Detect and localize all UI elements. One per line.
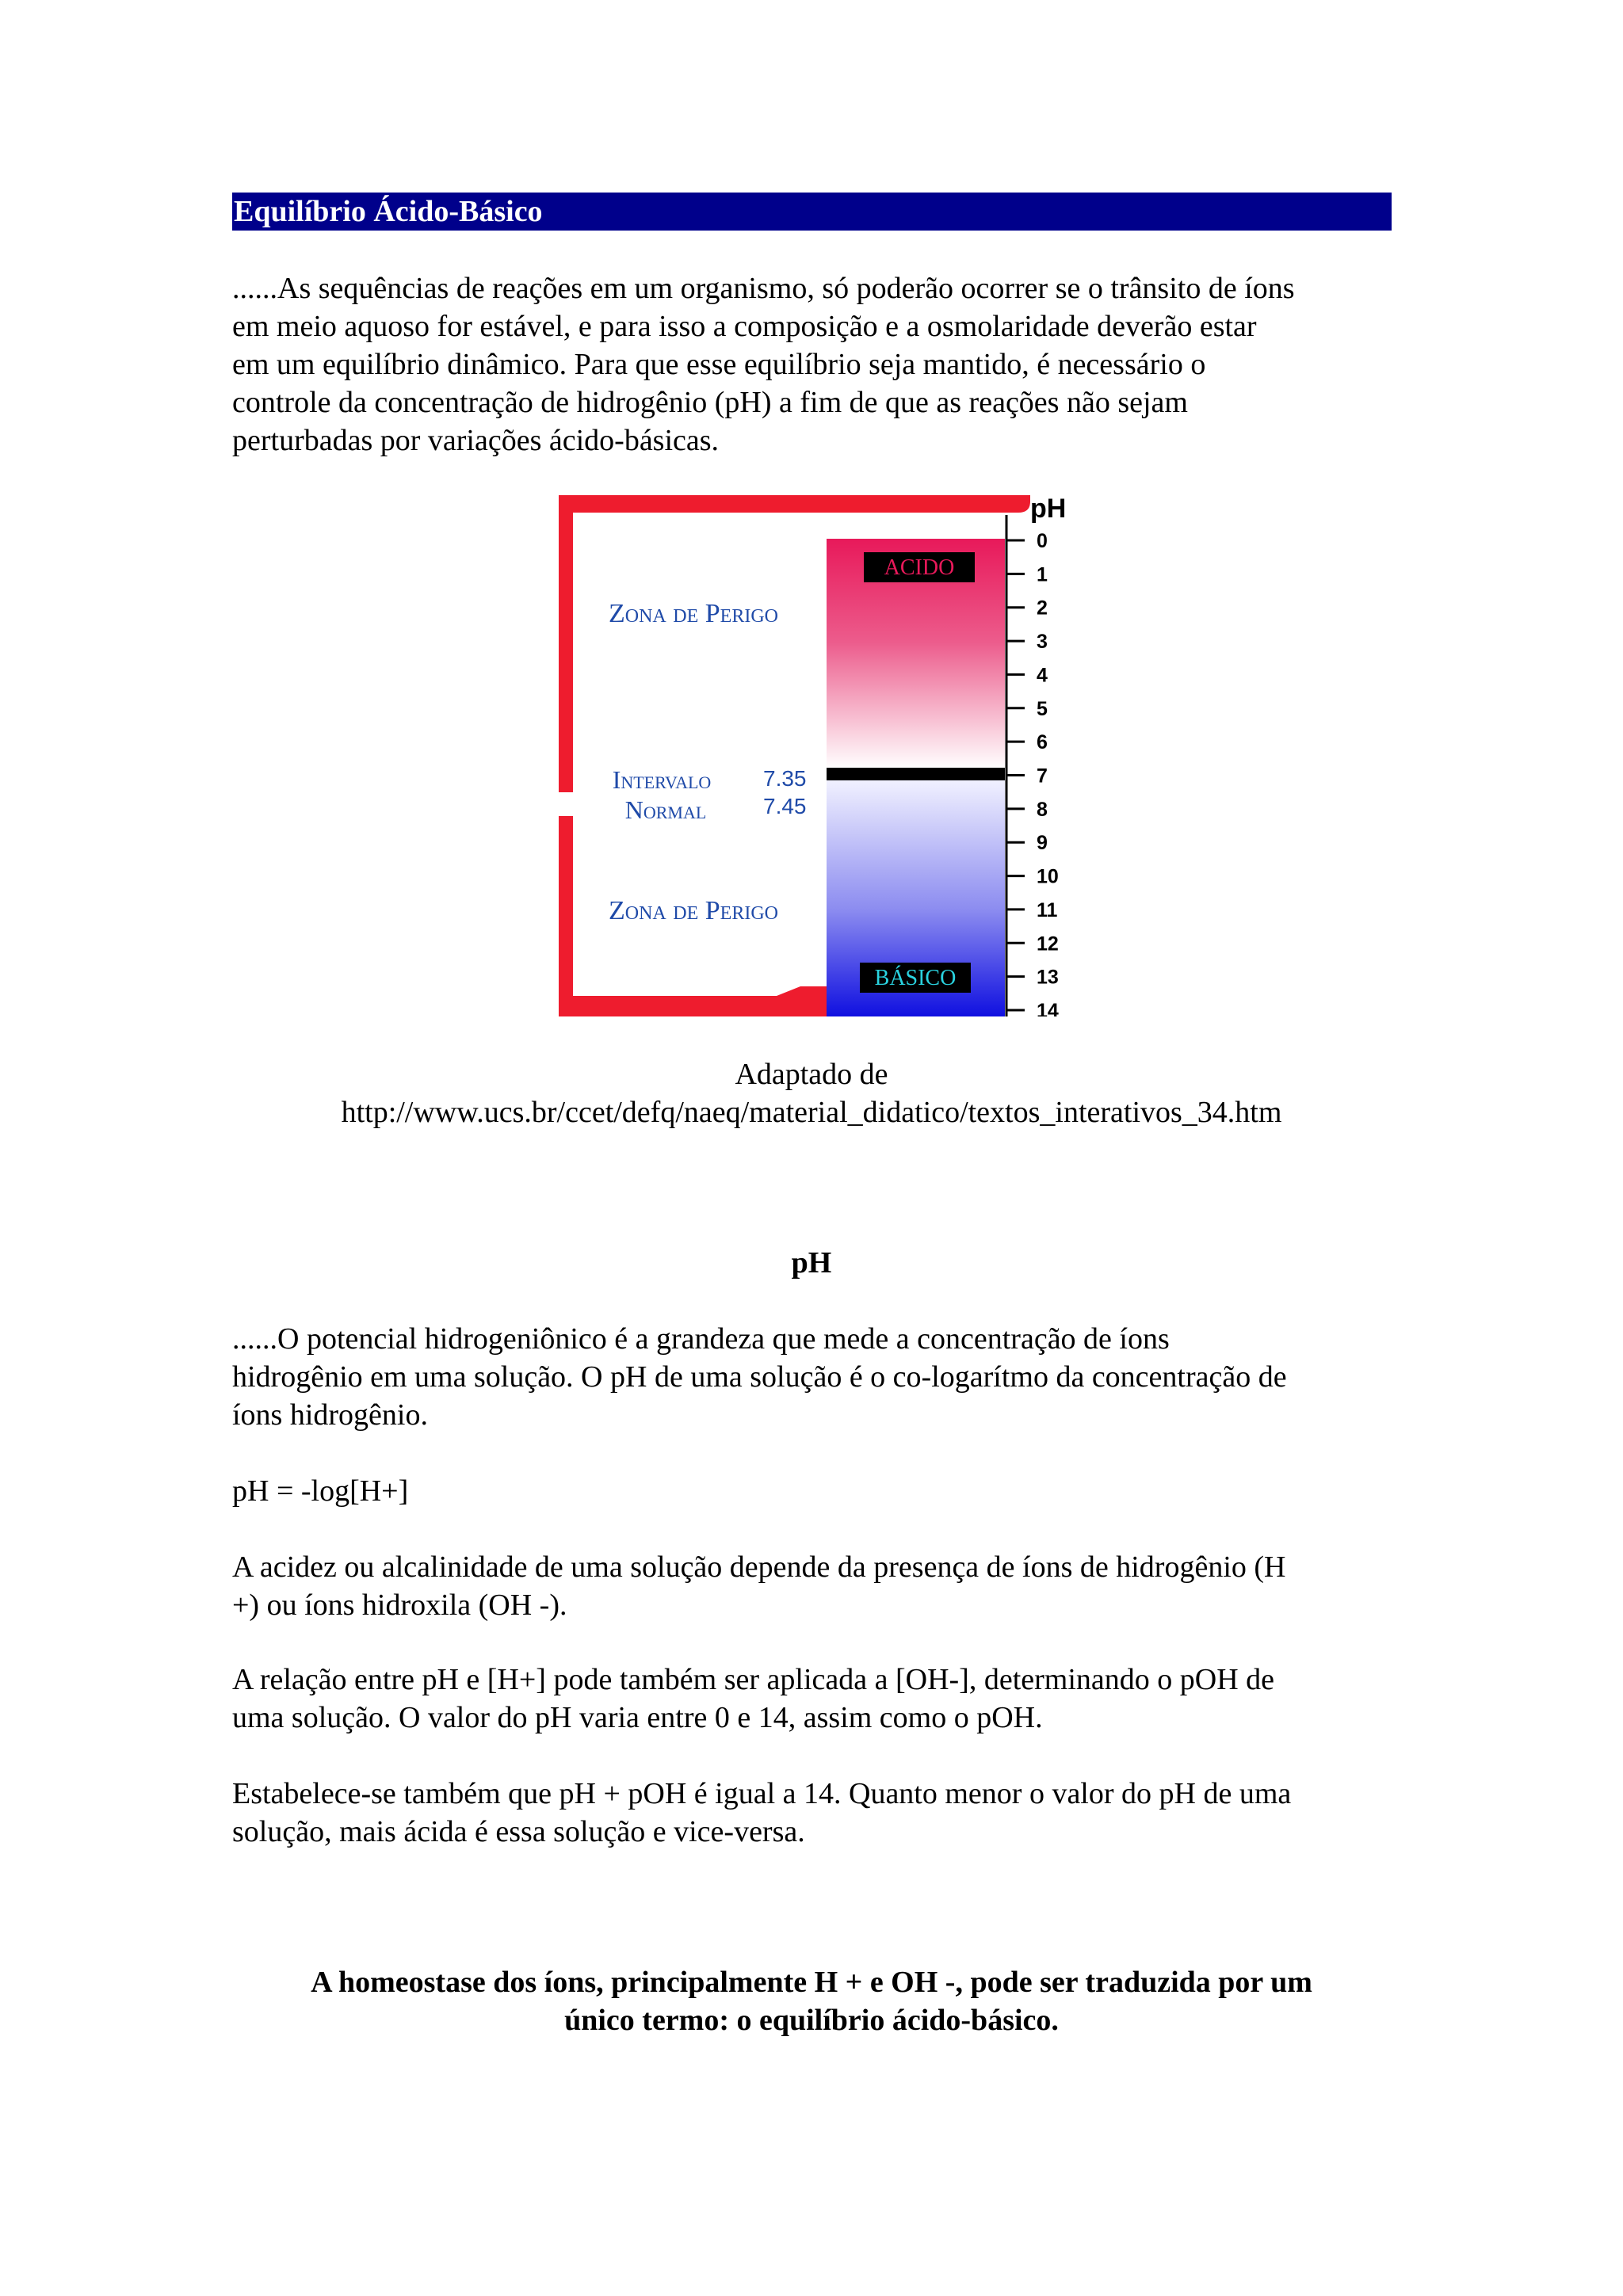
ph-tick-label: 13 <box>1037 966 1059 989</box>
ph-axis-title: pH <box>1030 495 1066 524</box>
acidity-paragraph-line: +) ou íons hidroxila (OH -). <box>232 1589 567 1622</box>
sum-paragraph-line: solução, mais ácida é essa solução e vice-versa. <box>232 1815 805 1848</box>
poh-paragraph-line: A relação entre pH e [H+] pode também ser aplicada a [OH-], determinando o pOH de <box>232 1663 1275 1696</box>
ph-tick-label: 5 <box>1037 697 1048 720</box>
intro-line: em um equilíbrio dinâmico. Para que esse equilíbrio seja mantido, é necessário o <box>232 348 1206 381</box>
ph-tick-label: 12 <box>1037 933 1059 955</box>
basic-label: BÁSICO <box>874 966 957 990</box>
danger-zone-basic-label: Zona de Perigo <box>609 896 778 925</box>
ph-formula: pH = -log[H+] <box>232 1474 409 1508</box>
poh-paragraph-line: uma solução. O valor do pH varia entre 0 e 14, assim como o pOH. <box>232 1701 1043 1734</box>
intro-line: em meio aquoso for estável, e para isso a composição e a osmolaridade deverão estar <box>232 310 1257 343</box>
conclusion-line1: A homeostase dos íons, principalmente H + e OH -, pode ser traduzida por um <box>311 1966 1312 1999</box>
normal-low-value: 7.35 <box>763 766 807 791</box>
ph-tick-label: 6 <box>1037 731 1048 754</box>
intro-line: ......As sequências de reações em um organismo, só poderão ocorrer se o trânsito de íons <box>232 272 1295 305</box>
intro-line: perturbadas por variações ácido-básicas. <box>232 424 720 457</box>
red-frame-bottom <box>559 986 828 1016</box>
acidity-paragraph-line: A acidez ou alcalinidade de uma solução depende da presença de íons de hidrogênio (H <box>232 1550 1286 1584</box>
intro-line: controle da concentração de hidrogênio (pH) a fim de que as reações não sejam <box>232 386 1188 419</box>
acid-label: ACIDO <box>884 555 955 580</box>
ph-tick-label: 2 <box>1037 597 1048 620</box>
ph-tick-label: 1 <box>1037 563 1048 586</box>
ph-tick-label: 3 <box>1037 631 1048 654</box>
ph-tick-label: 11 <box>1037 898 1058 921</box>
ph-tick-label: 0 <box>1037 530 1048 552</box>
normal-range-label-line1: Intervalo <box>612 765 712 794</box>
ph-tick-label: 4 <box>1037 664 1048 687</box>
normal-range-label-line2: Normal <box>624 795 707 824</box>
conclusion-line2: único termo: o equilíbrio ácido-básico. <box>564 2004 1059 2037</box>
ph-tick-label: 8 <box>1037 798 1048 821</box>
ph-scale-diagram <box>559 495 1066 1016</box>
figure-caption-line1: Adaptado de <box>735 1058 888 1091</box>
ph-tick-group <box>1006 530 1059 1016</box>
section-title-banner: Equilíbrio Ácido-Básico <box>232 193 1392 231</box>
ph-tick-label: 10 <box>1037 865 1059 888</box>
sum-paragraph-line: Estabelece-se também que pH + pOH é igual a 14. Quanto menor o valor do pH de uma <box>232 1777 1292 1810</box>
ph-scale-figure <box>559 495 1066 1016</box>
ph-paragraph-line: ......O potencial hidrogeniônico é a grandeza que mede a concentração de íons <box>232 1322 1170 1356</box>
normal-high-value: 7.45 <box>763 794 807 818</box>
red-frame-left <box>559 495 573 1016</box>
danger-zone-acid-label: Zona de Perigo <box>609 599 778 628</box>
frame-notch <box>559 792 573 816</box>
ph-paragraph-line: íons hidrogênio. <box>232 1398 428 1432</box>
ph-paragraph-line: hidrogênio em uma solução. O pH de uma solução é o co-logarítmo da concentração de <box>232 1360 1287 1394</box>
figure-caption-source: http://www.ucs.br/ccet/defq/naeq/material_didatico/textos_interativos_34.htm <box>341 1096 1282 1129</box>
normal-range-band <box>827 768 1005 780</box>
ph-section-heading: pH <box>791 1246 832 1280</box>
ph-tick-label: 14 <box>1037 1000 1059 1016</box>
ph-tick-label: 7 <box>1037 765 1048 788</box>
red-frame-top <box>559 495 1030 527</box>
ph-tick-label: 9 <box>1037 832 1048 855</box>
